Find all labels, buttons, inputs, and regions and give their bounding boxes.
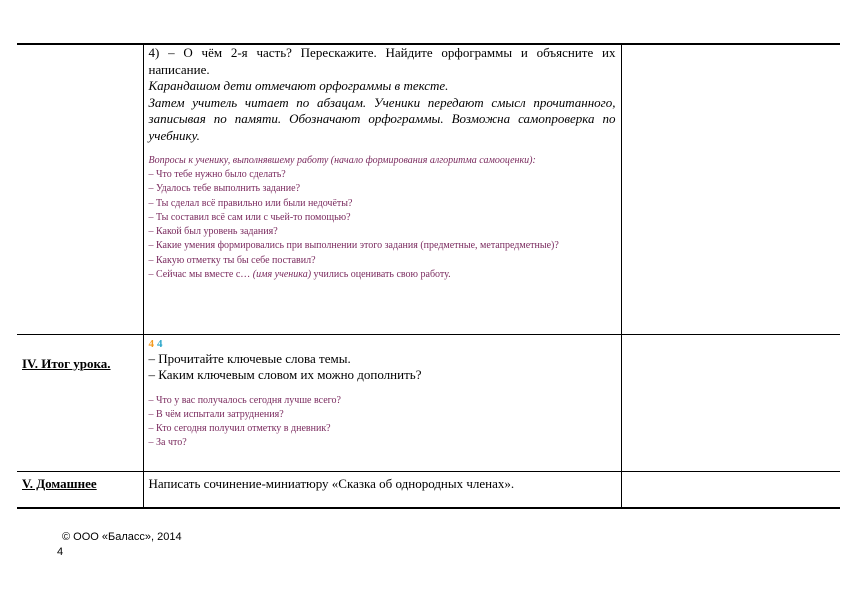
table-row <box>17 334 840 471</box>
question-item: – Ты сделал всё правильно или были недочёты? <box>148 197 353 209</box>
question-item: – В чём испытали затруднения? <box>148 408 284 420</box>
question-text: учились оценивать свою работу. <box>311 269 451 281</box>
task-text: – Прочитайте ключевые слова темы. <box>148 350 351 366</box>
task-text: – Каким ключевым словом их можно дополнить? <box>148 367 422 382</box>
notes-cell <box>621 44 840 334</box>
question-item: – Что тебе нужно было сделать? <box>148 169 286 180</box>
content-cell <box>143 471 621 508</box>
student-name-placeholder: (имя ученика) <box>252 269 312 281</box>
table-row <box>17 471 840 508</box>
question-item: – Какую отметку ты бы себе поставил? <box>148 254 316 266</box>
question-list <box>149 168 616 282</box>
slide-badge: 4 <box>157 337 163 350</box>
slide-badges <box>149 337 616 351</box>
question-item: – Какой был уровень задания? <box>148 226 278 238</box>
question-intro: Вопросы к ученику, выполнявшему работу (начало формирования алгоритма самооценки): <box>148 155 536 166</box>
page-number: 4 <box>57 546 64 558</box>
notes-cell <box>621 334 840 471</box>
slide-badge: 4 <box>148 337 154 350</box>
lesson-plan-table <box>17 43 840 509</box>
question-item: – Удалось тебе выполнить задание? <box>148 183 301 195</box>
question-item: – Что у вас получалось сегодня лучше всего? <box>148 394 341 406</box>
stage-title: IV. Итог урока. <box>22 355 111 371</box>
question-item-last <box>149 268 616 282</box>
table-row <box>17 44 840 334</box>
stage-cell <box>17 471 143 508</box>
question-item: – Кто сегодня получил отметку в дневник? <box>148 423 331 435</box>
stage-cell <box>17 44 143 334</box>
stage-title: V. Домашнее <box>22 475 97 491</box>
content-cell <box>143 334 621 471</box>
question-item: – За что? <box>148 437 187 449</box>
question-text: – Сейчас мы вместе с… <box>148 269 253 281</box>
task-text: Написать сочинение-миниатюру «Сказка об однородных членах». <box>148 475 515 491</box>
question-item: – Какие умения формировались при выполнении этого задания (предметные, метапредметные)? <box>148 240 559 252</box>
teacher-note: Затем учитель читает по абзацам. Ученики передают смысл прочитанного, записывая по памяти. Обозначают орфограммы. Возможна самопроверка по учебнику. <box>148 94 616 143</box>
stage-cell <box>17 334 143 471</box>
notes-cell <box>621 471 840 508</box>
copyright-footer: © ООО «Баласс», 2014 <box>62 531 182 543</box>
question-item: – Ты составил всё сам или с чьей-то помощью? <box>148 211 351 223</box>
teacher-note: Карандашом дети отмечают орфограммы в тексте. <box>148 78 449 93</box>
task-text: 4) – О чём 2-я часть? Перескажите. Найдите орфограммы и объясните их написание. <box>148 45 616 77</box>
question-list <box>149 394 616 451</box>
content-cell <box>143 44 621 334</box>
